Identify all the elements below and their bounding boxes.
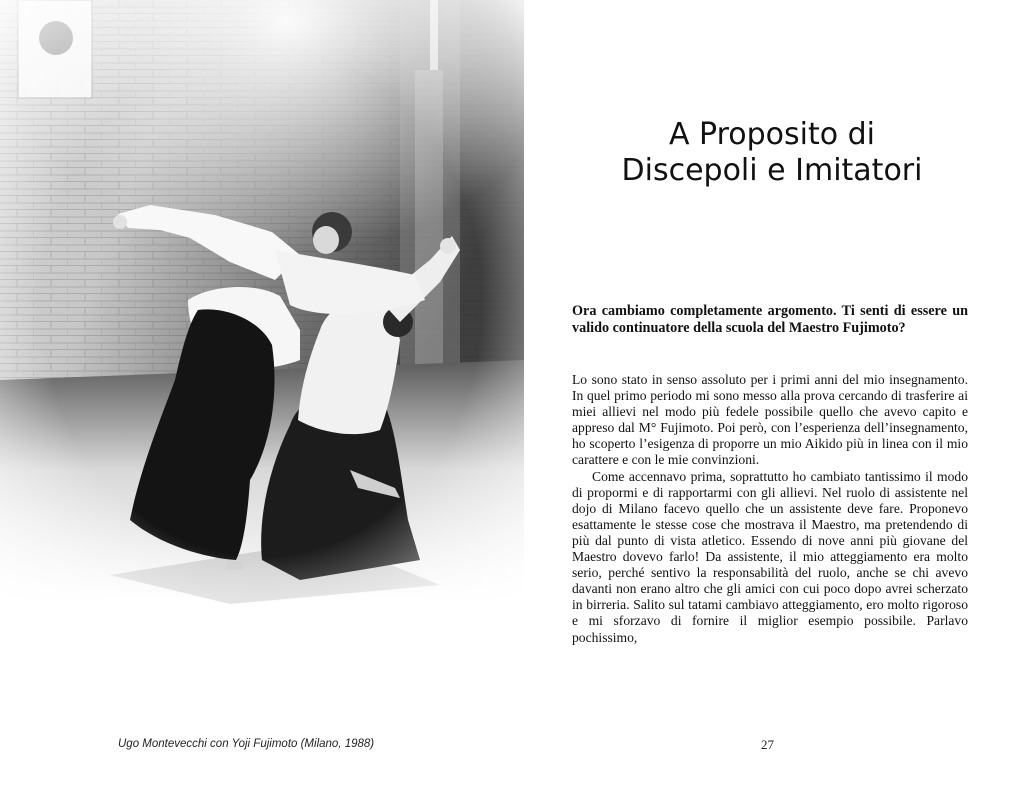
chapter-title-line-1: A Proposito di: [668, 117, 876, 152]
chapter-title: [572, 117, 972, 189]
answer-text: [572, 372, 968, 646]
aikido-photo: [0, 0, 524, 604]
answer-paragraph-2: Come accennavo prima, soprattutto ho cambiato tantissimo il modo di propormi e di rapportarmi con gli allievi. Nel ruolo di assistente nel dojo di Milano facevo quello che un assistente deve fare. Proponevo esattamente le stesse cose che mostrava il Maestro, ma pretendendo di più dal punto di vista atletico. Essendo di nove anni più giovane del Maestro dovevo farlo! Da assistente, il mio atteggiamento era molto serio, perché sentivo la responsabilità del ruolo, anche se chi avevo davanti non erano altro che gli amici con cui poco dopo avrei scherzato in birreria. Salito sul tatami cambiavo atteggiamento, ero molto rigoroso e mi sforzavo di fornire il miglior esempio possibile. Parlavo pochissimo,: [572, 468, 968, 645]
interview-question: Ora cambiamo completamente argomento. Ti senti di essere un valido continuatore della scuola del Maestro Fujimoto?: [572, 303, 968, 336]
page-number: 27: [761, 737, 774, 752]
photo-illustration: [0, 0, 524, 604]
chapter-title-line-2: Discepoli e Imitatori: [621, 153, 923, 188]
answer-paragraph-1: Lo sono stato in senso assoluto per i primi anni del mio insegnamento. In quel primo periodo mi sono messo alla prova cercando di trasferire ai miei allievi nel modo più fedele possibile quello che avevo capito e appreso dal M° Fujimoto. Poi però, con l’esperienza dell’insegnamento, ho scoperto l’esigenza di proporre un mio Aikido più in linea con il mio carattere e con le mie convinzioni.: [572, 372, 968, 468]
photo-caption: Ugo Montevecchi con Yoji Fujimoto (Milano, 1988): [118, 738, 375, 750]
